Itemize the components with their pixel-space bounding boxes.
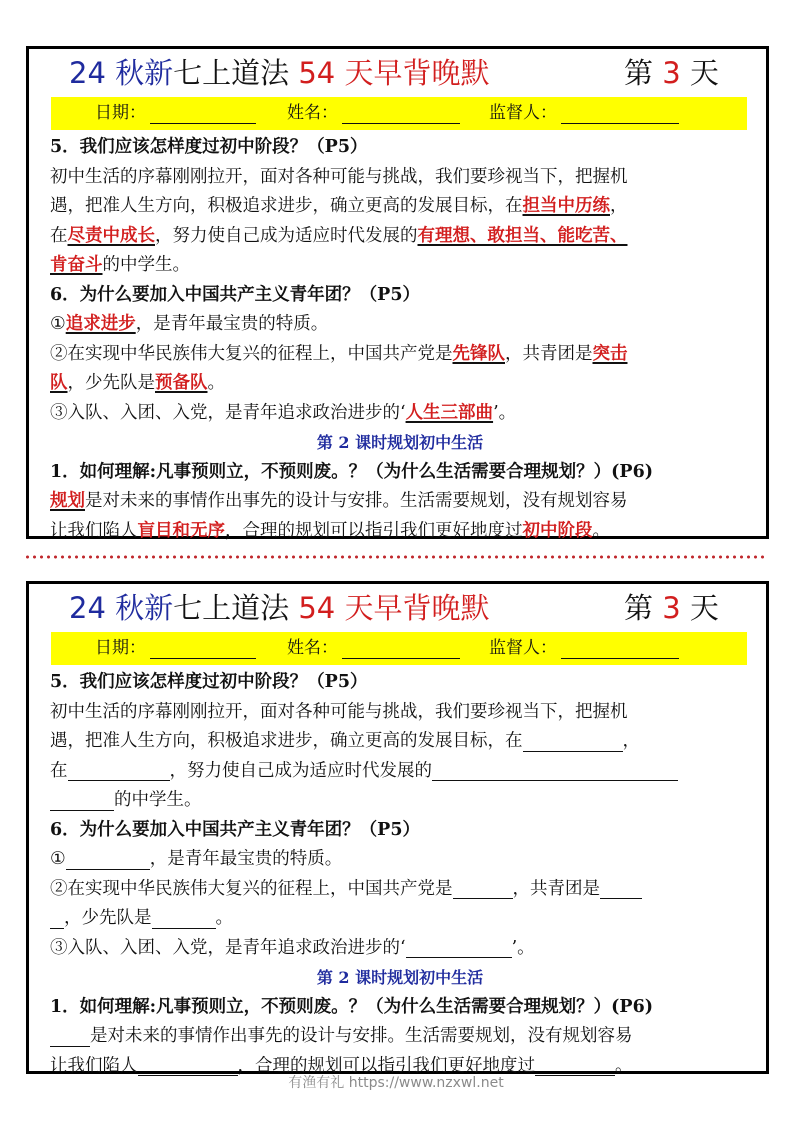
fill-blank[interactable]: [66, 848, 150, 870]
q6-point-3: ③入队、入团、入党，是青年追求政治进步的‘人生三部曲’。: [50, 402, 517, 423]
q6-point-2: ②在实现中华民族伟大复兴的征程上，中国共产党是先锋队，共青团是突击: [50, 343, 628, 364]
name-field[interactable]: 姓名：: [287, 97, 460, 130]
answer-keyword: 预备队: [155, 373, 208, 393]
day-number: 3: [662, 56, 681, 90]
name-blank[interactable]: [342, 102, 460, 124]
q5-line-2: 遇，把准人生方向，积极追求进步，确立更高的发展目标，在担当中历练，: [50, 196, 628, 216]
section-title: 第 2 课时规划初中生活: [316, 968, 484, 987]
q5-line-3: 在 ，努力使自己成为适应时代发展的: [50, 757, 750, 787]
fill-blank[interactable]: [68, 759, 170, 781]
question-6-title: 6．为什么要加入中国共产主义青年团？（P5）: [50, 819, 421, 840]
name-blank[interactable]: [342, 637, 460, 659]
info-fields-bar: [51, 632, 747, 665]
blank-content: [50, 668, 750, 1081]
q5-line-2: 遇，把准人生方向，积极追求进步，确立更高的发展目标，在 ，: [50, 731, 640, 751]
date-field[interactable]: 日期：: [95, 97, 256, 130]
q5-line-3: 在尽责中成长，努力使自己成为适应时代发展的有理想、敢担当、能吃苦、: [50, 225, 628, 246]
title-program: 54 天早背晚默: [298, 56, 490, 90]
answer-keyword: 初中阶段: [522, 520, 593, 541]
answer-sheet-card: [26, 46, 769, 539]
supervisor-blank[interactable]: [561, 637, 679, 659]
sheet-title: [29, 51, 766, 95]
answer-keyword: 追求进步: [65, 314, 136, 334]
cut-line-divider: [24, 554, 768, 560]
answer-keyword: 先锋队: [452, 343, 505, 364]
fill-blank[interactable]: [152, 907, 216, 929]
question-1-title: 1．如何理解:凡事预则立，不预则废。？（为什么生活需要合理规划？）(P6): [50, 461, 654, 482]
q1-line-2: 让我们陷人 ，合理的规划可以指引我们更好地度过 。: [50, 1055, 633, 1076]
question-1-title: 1．如何理解:凡事预则立，不预则废。？（为什么生活需要合理规划？）(P6): [50, 996, 654, 1017]
q6-point-1: ①追求进步，是青年最宝贵的特质。: [50, 314, 329, 334]
answer-keyword: 人生三部曲: [405, 402, 494, 423]
supervisor-field[interactable]: 监督人：: [489, 632, 679, 665]
fill-blank[interactable]: [600, 877, 642, 899]
date-blank[interactable]: [150, 102, 256, 124]
title-subject: 七上道法: [173, 591, 290, 625]
answer-keyword: 担当中历练: [522, 196, 610, 216]
answer-keyword: 有理想、敢担当、能吃苦、: [417, 225, 628, 246]
question-6-title: 6．为什么要加入中国共产主义青年团？（P5）: [50, 284, 421, 305]
supervisor-blank[interactable]: [561, 102, 679, 124]
q5-line-4: 肯奋斗的中学生。: [50, 255, 190, 275]
fill-blank[interactable]: [523, 730, 623, 752]
date-blank[interactable]: [150, 637, 256, 659]
sheet-title: [29, 586, 766, 630]
fill-blank[interactable]: [432, 759, 678, 781]
day-counter: 第 3 天: [624, 56, 719, 90]
fill-blank[interactable]: [50, 789, 114, 811]
title-program: 54 天早背晚默: [298, 591, 490, 625]
q5-line-1: 初中生活的序幕刚刚拉开，面对各种可能与挑战，我们要珍视当下，把握机: [50, 166, 628, 187]
title-subject: 七上道法: [173, 56, 290, 90]
q6-point-3: ③入队、入团、入党，是青年追求政治进步的‘ ’。: [50, 937, 535, 958]
fill-blank[interactable]: [50, 1025, 90, 1047]
day-counter: 第 3 天: [624, 591, 719, 625]
name-field[interactable]: 姓名：: [287, 632, 460, 665]
q1-line-2: 让我们陷人盲目和无序，合理的规划可以指引我们更好地度过初中阶段。: [50, 520, 610, 541]
section-title: 第 2 课时规划初中生活: [316, 433, 484, 452]
answer-keyword: 肯奋斗: [50, 255, 103, 275]
q5-line-4: 的中学生。: [50, 786, 750, 816]
info-fields-bar: [51, 97, 747, 130]
date-field[interactable]: 日期：: [95, 632, 256, 665]
fill-blank[interactable]: [50, 907, 64, 929]
answer-keyword: 突击: [592, 343, 628, 364]
question-5-title: 5．我们应该怎样度过初中阶段？（P5）: [50, 672, 368, 692]
fill-blank[interactable]: [406, 936, 512, 958]
q6-point-2-cont: ，少先队是 。: [50, 904, 750, 934]
question-5-title: 5．我们应该怎样度过初中阶段？（P5）: [50, 137, 368, 157]
q5-line-1: 初中生活的序幕刚刚拉开，面对各种可能与挑战，我们要珍视当下，把握机: [50, 701, 628, 722]
watermark-text: 有渔有礼 https://www.nzxwl.net: [288, 1075, 504, 1091]
answer-keyword: 队: [50, 373, 68, 393]
fill-blank[interactable]: [453, 877, 513, 899]
q6-point-1: ① ，是青年最宝贵的特质。: [50, 849, 343, 869]
q1-line-1: 规划是对未来的事情作出事先的设计与安排。生活需要规划，没有规划容易: [50, 491, 628, 511]
title-year-term: 24 秋新: [69, 591, 174, 625]
blank-sheet-card: [26, 581, 769, 1074]
day-number: 3: [662, 591, 681, 625]
q1-line-1: 是对未来的事情作出事先的设计与安排。生活需要规划，没有规划容易: [50, 1022, 750, 1052]
answer-keyword: 尽责中成长: [67, 225, 155, 246]
answer-keyword: 盲目和无序: [137, 520, 225, 541]
q6-point-2: ②在实现中华民族伟大复兴的征程上，中国共产党是 ，共青团是: [50, 875, 750, 905]
title-year-term: 24 秋新: [69, 56, 174, 90]
supervisor-field[interactable]: 监督人：: [489, 97, 679, 130]
answer-content: [50, 133, 750, 546]
q6-point-2-cont: 队，少先队是预备队。: [50, 373, 225, 393]
answer-keyword: 规划: [50, 491, 85, 511]
